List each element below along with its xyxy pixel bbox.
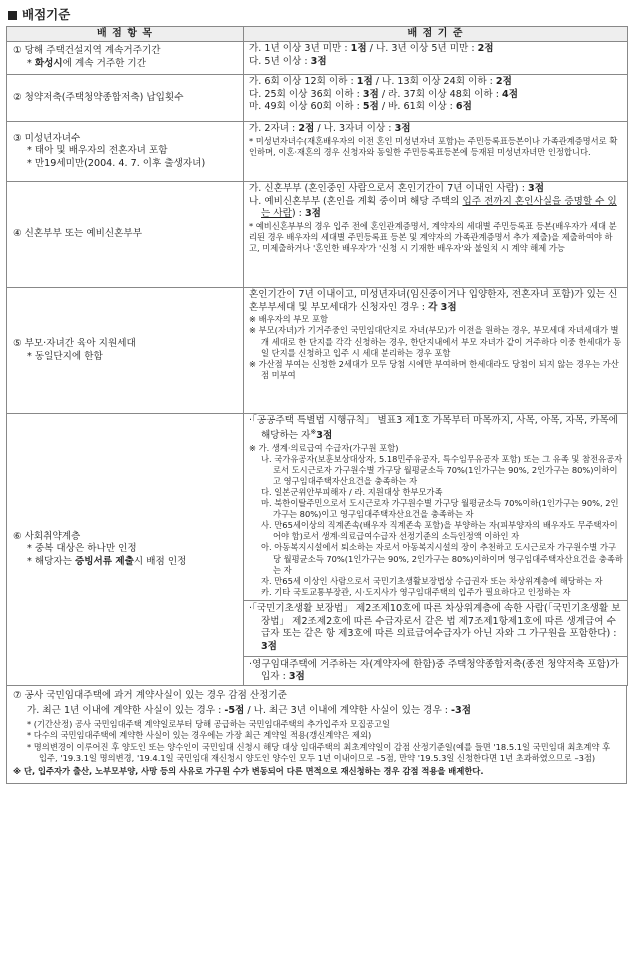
criteria-savings: 가. 6회 이상 12회 이하 : 1점 / 나. 13회 이상 24회 이하 : 2점 다. 25회 이상 36회 이하 : 3점 / 라. 37회 이상 48회 이하 : 4점 마. 49회 이상 60회 이하 : 5점 / 바. 61회 이상 : 6점 bbox=[244, 75, 628, 122]
table-row-savings bbox=[7, 75, 628, 122]
criteria-newlyweds: 가. 신혼부부 (혼인중인 사람으로서 혼인기간이 7년 이내인 사람) : 3점 나. 예비신혼부부 (혼인을 계획 중이며 해당 주택의 입주 전까지 혼인사실을 증명할 수 있는 사람) : 3점 * 예비신혼부부의 경우 입주 전에 혼인관계증명서, 계약자의 세대별 주민등록표 등본(배우자가 세대 분리된 경우 배우자의 세대별 주민등록표 등본 및 계약자의 가족관계증명서 추가 제출)을 제출하여야 하고, 미제출하거나 '혼인한 배우자'가 '신청 시 기재한 배우자'와 불일치 시 계약 해제 가능 bbox=[244, 182, 628, 288]
criteria-minor-children: 가. 2자녀 : 2점 / 나. 3자녀 이상 : 3점 * 미성년자녀수(재혼배우자의 이전 혼인 미성년자녀 포함)는 주민등록표등본이나 가족관계증명서로 확인하며, 이혼·재혼의 경우 신청자와 동일한 주민등록표등본에 등재된 미성년자녀만 인정합니다. bbox=[244, 122, 628, 182]
square-bullet-icon bbox=[8, 11, 17, 20]
criteria-childcare: 혼인기간이 7년 이내이고, 미성년자녀(임신중이거나 입양한자, 전혼자녀 포함)가 있는 신혼부부세대 및 부모세대가 신청자인 경우 : 각 3점 ※ 배우자의 부모 포함 ※ 부모(자녀)가 기거주중인 국민임대단지로 자녀(부모)가 이전을 원하는 경우, 부모세대 자녀세대가 별개 세대로 한 단지를 각각 신청하는 경우, 한단지내에서 부모 자녀가 같이 거주하다 이중 한세대가 동일 단지를 신청하고 입주 시 세대 분리하는 경우 포함 ※ 가산점 부여는 신청한 2세대가 모두 당첨 시에만 부여하며 한세대라도 당첨이 되지 않는 경우는 가산점 미부여 bbox=[244, 288, 628, 414]
table-row-minor-children bbox=[7, 122, 628, 182]
table-row-vulnerable bbox=[7, 414, 628, 686]
criteria-residence: 가. 1년 이상 3년 미만 : 1점 / 나. 3년 이상 5년 미만 : 2점 다. 5년 이상 : 3점 bbox=[244, 42, 628, 75]
scoring-table bbox=[6, 26, 628, 686]
header-item: 배 점 항 목 bbox=[7, 27, 244, 42]
criteria-vulnerable: ·「공공주택 특별법 시행규칙」 별표3 제1호 가목부터 마목까지, 사목, 아목, 자목, 카목에 해당하는 자※3점 ※ 가. 생계·의료급여 수급자(가구원 포함) 나. 국가유공자(보훈보상대상자, 5.18민주유공자, 특수임무유공자 포함) 또는 그 유족 및 참전유공자로서 도시근로자 가구원수별 가구당 월평균소득 70%(1인가구는 90%, 2인가구는 80%)이하이고 영구임대주택자산요건을 충족하는 자 다. 일본군위안부피해자 / 라. 지원대상 한부모가족 마. 북한이탈주민으로서 도시근로자 가구원수별 가구당 월평균소득 70%이하(1인가구는 90%, 2인가구는 80%)이고 영구임대주택자산요건을 충족하는 자 사. 만65세이상의 직계존속(배우자 직계존속 포함)을 부양하는 자(피부양자의 배우자도 무주택자이어야 함)로서 생계·의료급여수급자 선정기준의 소득인정액 이하인 자 아. 아동복지시설에서 퇴소하는 자로서 아동복지시설의 장이 추천하고 도시근로자 가구원수별 가구당 월평균소득 70%(1인가구는 90%, 2인가구는 80%)이하이며 영구임대주택자산요건을 충족하는 자 자. 만65세 이상인 사람으로서 국민기초생활보장법상 수급권자 또는 차상위계층에 해당하는 자 카. 기타 국토교통부장관, 시·도지사가 영구임대주택의 입주가 필요하다고 인정하는 자 ·「국민기초생활 보장법」 제2조제10호에 따른 차상위계층에 속한 사람(「국민기초생활 보장법」 제2조제2호에 따른 수급자로서 같은 법 제7조제1항제1호에 따른 생계급여 수급자 또는 같은 항 제3호에 따른 의료급여수급자가 아닌 자와 그 가구원을 포함한다) : 3점 ·영구임대주택에 거주하는 자(계약자에 한함)중 주택청약종합저축(종전 청약저축 포함)가입자 : 3점 bbox=[244, 414, 628, 686]
table-header-row bbox=[7, 27, 628, 42]
item-newlyweds: ④ 신혼부부 또는 예비신혼부부 bbox=[7, 182, 244, 288]
note-newlyweds: * 예비신혼부부의 경우 입주 전에 혼인관계증명서, 계약자의 세대별 주민등록표 등본(배우자가 세대 분리된 경우 배우자의 세대별 주민등록표 등본 및 계약자의 가족관계증명서 추가 제출)을 제출하여야 하고, 미제출하거나 '혼인한 배우자'가 '신청 시 기재한 배우자'와 불일치 시 계약 해제 가능 bbox=[249, 220, 617, 254]
item-minor-children: ③ 미성년자녀수 * 태아 및 배우자의 전혼자녀 포함 * 만19세미만(2004. 4. 7. 이후 출생자녀) bbox=[7, 122, 244, 182]
table-row-residence bbox=[7, 42, 628, 75]
section-title: 배점기준 bbox=[8, 4, 626, 26]
exclusion-note: ※ 단, 입주자가 출산, 노부모부양, 사망 등의 사유로 가구원 수가 변동되어 다른 면적으로 재신청하는 경우 감점 적용을 배제한다. bbox=[13, 765, 484, 776]
item-vulnerable: ⑥ 사회취약계층 * 중복 대상은 하나만 인정 * 해당자는 증빙서류 제출시 배점 인정 bbox=[7, 414, 244, 686]
deduction-title: ⑦ 공사 국민임대주택에 과거 계약사실이 있는 경우 감점 산정기준 bbox=[13, 689, 287, 701]
item-childcare: ⑤ 부모·자녀간 육아 지원세대 * 동일단지에 한함 bbox=[7, 288, 244, 414]
note-minor-children: * 미성년자녀수(재혼배우자의 이전 혼인 미성년자녀 포함)는 주민등록표등본이나 가족관계증명서로 확인하며, 이혼·재혼의 경우 신청자와 동일한 주민등록표등본에 등재된 미성년자녀만 인정합니다. bbox=[249, 135, 618, 157]
table-row-childcare bbox=[7, 288, 628, 414]
deduction-criteria-box: ⑦ 공사 국민임대주택에 과거 계약사실이 있는 경우 감점 산정기준 가. 최근 1년 이내에 계약한 사실이 있는 경우 : -5점 / 나. 최근 3년 이내에 계약한 사실이 있는 경우 : -3점 * (기간산정) 공사 국민임대주택 계약일로부터 당해 공급하는 국민임대주택의 추가입주자 모집공고일 * 다수의 국민임대주택에 계약한 사실이 있는 경우에는 가장 최근 계약일 적용(갱신계약은 제외) * 명의변경이 이루어진 후 양도인 또는 양수인이 국민임대 신청시 해당 대상 임대주택의 최초계약일이 감점 산정기준일(예를 들면 '18.5.1일 국민임대 최초계약 후 입주, '19.3.1일 명의변경, '19.4.1일 국민임대 재신청시 양도인 양수인 모두 1년 이내이므로 –5점, 만약 '19.5.3일 신청한다면 1년 초과하였으므로 –3점) ※ 단, 입주자가 출산, 노부모부양, 사망 등의 사유로 가구원 수가 변동되어 다른 면적으로 재신청하는 경우 감점 적용을 배제한다. bbox=[6, 686, 627, 784]
item-residence: ① 당해 주택건설지역 계속거주기간 * 화성시에 계속 거주한 기간 bbox=[7, 42, 244, 75]
header-criteria: 배 점 기 준 bbox=[244, 27, 628, 42]
table-row-newlyweds bbox=[7, 182, 628, 288]
item-savings: ② 청약저축(주택청약종합저축) 납입횟수 bbox=[7, 75, 244, 122]
